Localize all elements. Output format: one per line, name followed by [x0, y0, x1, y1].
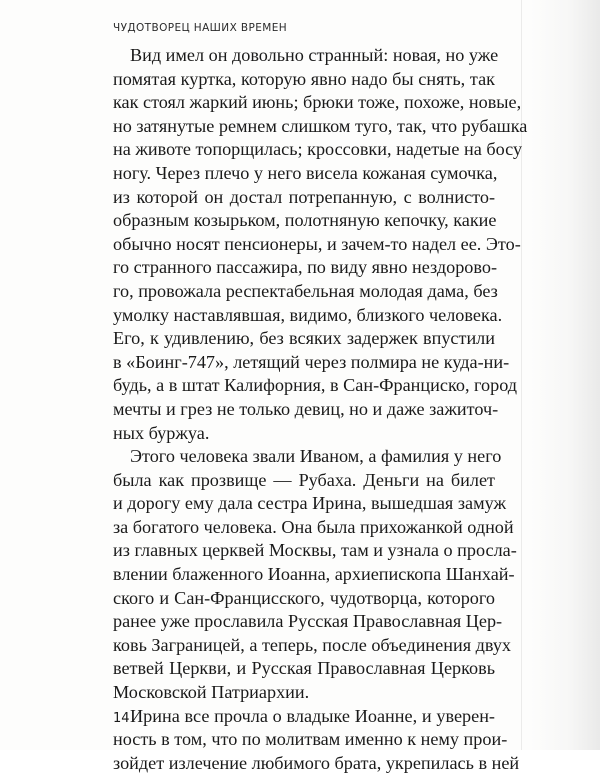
text-line: в «Боинг-747», летящий через полмира не куда-ни-	[113, 351, 510, 372]
text-line: но затянутые ремнем слишком туго, так, что рубашка	[113, 115, 528, 136]
text-line: на животе топорщилась; кроссовки, надетые на босу	[113, 139, 523, 160]
running-title: ЧУДОТВОРЕЦ НАШИХ ВРЕМЕН	[113, 22, 288, 34]
text-line: Вид имел он довольно странный: новая, но уже	[130, 45, 499, 65]
text-line: Московской Патриархии.	[113, 682, 310, 703]
text-line: ковь Заграницей, а теперь, после объединения двух	[113, 634, 512, 655]
text-line: из которой он достал потрепанную, с волнисто-	[113, 186, 495, 207]
text-line: ных буржуа.	[113, 422, 210, 443]
text-line: влении блаженного Иоанна, архиепископа Шанхай-	[113, 564, 515, 585]
text-line: образным козырьком, полотняную кепочку, какие	[113, 210, 497, 231]
paragraph-3	[113, 705, 520, 775]
text-line: мечты и грез не только девиц, но и даже зажиточ-	[113, 398, 499, 419]
text-line: помятая куртка, которую явно надо бы снять, так	[113, 68, 495, 89]
text-line: как стоял жаркий июнь; брюки тоже, похоже, новые,	[113, 92, 522, 113]
text-line: Его, к удивлению, без всяких задержек впустили	[113, 328, 495, 349]
text-line: ность в том, что по молитвам именно к нему прои-	[113, 729, 508, 750]
text-line: будь, а в штат Калифорния, в Сан-Франциско, город	[113, 375, 518, 396]
text-line: и дорогу ему дала сестра Ирина, вышедшая замуж	[113, 493, 507, 514]
text-line: обычно носят пенсионеры, и зачем-то надел ее. Это-	[113, 233, 521, 254]
text-line: ранее уже прославила Русская Православная Цер-	[113, 611, 503, 632]
page-edge-shadow	[530, 0, 600, 750]
text-line: Этого человека звали Иваном, а фамилия у него	[130, 446, 502, 467]
paragraph-2	[113, 445, 517, 705]
text-line: была как прозвище — Рубаха. Деньги на билет	[113, 469, 495, 490]
text-line: го, провожала респектабельная молодая дама, без	[113, 280, 498, 301]
text-line: ногу. Через плечо у него висела кожаная сумочка,	[113, 162, 498, 183]
text-line: за богатого человека. Она была прихожанкой одной	[113, 516, 514, 537]
text-line: ветвей Церкви, и Русская Православная Церковь	[113, 658, 495, 679]
text-line: ского и Сан-Францисского, чудотворца, которого	[113, 587, 495, 608]
text-line: Ирина все прочла о владыке Иоанне, и уверен-	[130, 705, 495, 726]
page-edge-line	[521, 0, 522, 750]
text-line: зойдет излечение любимого брата, укрепилась в ней	[113, 752, 520, 773]
text-line: из главных церквей Москвы, там и узнала о просла-	[113, 540, 517, 561]
text-line: го странного пассажира, по виду явно нездорово-	[113, 257, 498, 278]
paragraph-1	[113, 44, 528, 445]
page-number: 14	[113, 711, 130, 726]
body-text	[113, 44, 528, 775]
text-line: умолку наставлявшая, видимо, близкого человека.	[113, 304, 503, 325]
